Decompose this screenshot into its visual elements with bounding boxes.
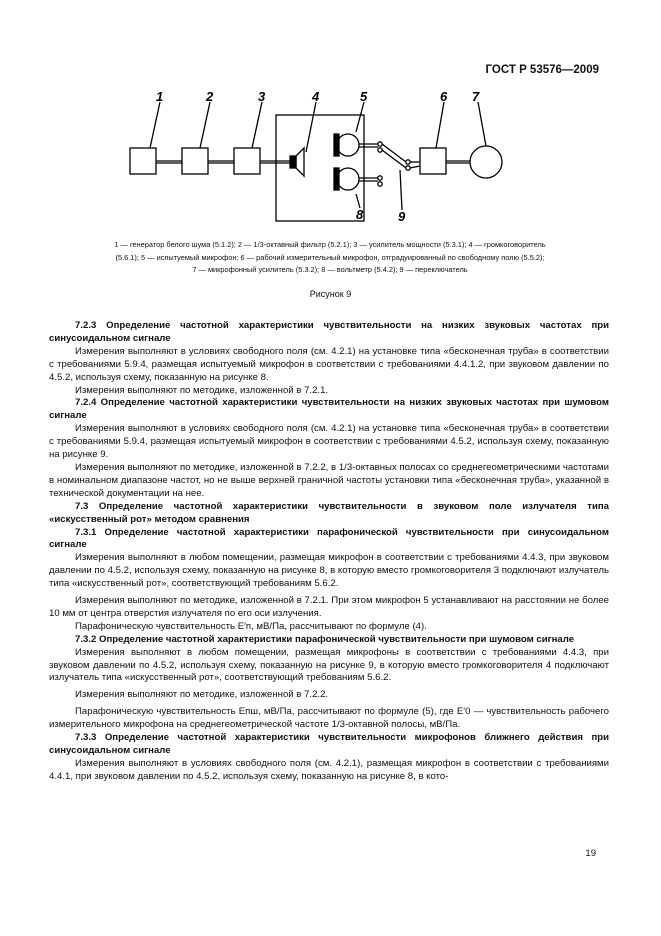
paragraph: Измерения выполняют в условиях свободного поля (см. 4.2.1) на установке типа «бесконечная труба» в соответствии с требованиями 5.9.4, размещая испытуемый микрофон в соответствии с требованиями 4.5.2, используя схему, показанную на рисунке 9. (49, 423, 609, 461)
figure-label-3: 3 (258, 89, 266, 104)
figure-label-9: 9 (398, 209, 406, 224)
microphone-6-icon (337, 168, 359, 190)
paragraph: Парафоническую чувствительность Eпш, мВ/Па, рассчитывают по формуле (5), где E′0 — чувствительность рабочего измерительного микрофона на среднегеометрической частоте 1/3-октавной полосы, мВ/Па. (49, 706, 609, 731)
figure-caption: Рисунок 9 (309, 289, 352, 299)
figure-label-2: 2 (206, 89, 214, 104)
block-mic-amplifier (420, 148, 446, 174)
loudspeaker-icon (290, 156, 296, 168)
switch-terminal (378, 182, 382, 186)
paragraph: Измерения выполняют в любом помещении, размещая микрофон в соответствии с требованиями 4.4.3, при звуковом давлении по 4.5.2, используя схему, показанную на рисунке 8, в которую вместо громкоговорителя 3 подключают излучатель типа «искусственный рот», соответствующий требованиям 5.6.2. (49, 552, 609, 590)
figure-label-6: 8 (356, 207, 364, 222)
paragraph: 7.3.1 Определение частотной характеристики парафонической чувствительности при синусоидальном сигнале (49, 526, 609, 551)
paragraph: 7.3.3 Определение частотной характеристики чувствительности микрофонов ближнего действия при синусоидальном сигнале (49, 732, 609, 756)
paragraph: 7.2.4 Определение частотной характеристики чувствительности на низких звуковых частотах при шумовом сигнале (49, 397, 609, 422)
leader-line-1 (150, 102, 160, 148)
paragraph: Измерения выполняют по методике, изложенной в 7.2.1. (75, 384, 329, 396)
page-number: 19 (585, 848, 596, 859)
block-generator (130, 148, 156, 174)
figure-label-7: 6 (440, 89, 448, 104)
figure-label-8: 7 (472, 89, 480, 104)
leader-line-8 (478, 102, 486, 146)
figure-label-4: 4 (312, 89, 320, 104)
voltmeter-icon (470, 146, 502, 178)
switch-terminal (378, 176, 382, 180)
leader-line-6 (356, 194, 360, 208)
paragraph: Измерения выполняют в условиях свободного поля (см. 4.2.1), размещая микрофон в соответствии с требованиями 4.4.1, при звуковом давлении по 4.5.2, используя схему, показанную на рисунке 8, в кото- (49, 757, 609, 782)
switch-terminal (378, 142, 382, 146)
switch-terminal (378, 148, 382, 152)
document-header: ГОСТ Р 53576—2009 (485, 64, 599, 76)
figure-9-diagram (60, 88, 600, 238)
leader-line-7 (436, 102, 444, 148)
paragraph: Измерения выполняют по методике, изложенной в 7.2.2, в 1/3-октавных полосах со среднегеометрическими частотами в номинальном диапазоне частот, но не выше верхней граничной частоты установки типа «бесконечная труба», указанной в технической документации на нее. (49, 461, 609, 499)
legend-line: 7 — микрофонный усилитель (5.3.2); 8 — вольтметр (5.4.2); 9 — переключатель (192, 265, 468, 274)
legend-line: 1 — генератор белого шума (5.1.2); 2 — 1/3-октавный фильтр (5.2.1); 3 — усилитель мощности (5.3.1); 4 — громкоговоритель (114, 240, 546, 249)
block-filter (182, 148, 208, 174)
leader-line-2 (200, 102, 210, 148)
leader-line-4 (306, 102, 316, 152)
paragraph: 7.3.2 Определение частотной характеристики парафонической чувствительности при шумовом сигнале (75, 633, 575, 645)
leader-line-3 (252, 102, 262, 148)
leader-line-9 (400, 170, 402, 210)
paragraph: Парафоническую чувствительность E′п, мВ/Па, рассчитывают по формуле (4). (75, 620, 427, 632)
paragraph: Измерения выполняют по методике, изложенной в 7.2.2. (75, 689, 329, 701)
paragraph: Измерения выполняют по методике, изложенной в 7.2.1. При этом микрофон 5 устанавливают на расстоянии не более 10 мм от центра отверстия излучателя по его оси излучения. (49, 595, 609, 619)
paragraph: Измерения выполняют в любом помещении, размещая микрофоны в соответствии с требованиями 4.4.3, при звуковом давлении по 4.5.2, используя схему, показанную на рисунке 9, в которую вместо громкоговорителя 4 подключают излучатель типа «искусственный рот», соответствующий требованиям 5.6.2. (49, 646, 609, 684)
legend-line: (5.6.1); 5 — испытуемый микрофон; 6 — рабочий измерительный микрофон, отградуированный по свободному полю (5.5.2); (115, 252, 545, 262)
block-amplifier (234, 148, 260, 174)
paragraph: 7.3 Определение частотной характеристики чувствительности в звуковом поле излучателя типа «искусственный рот» методом сравнения (49, 500, 609, 525)
leader-line-5 (356, 102, 364, 132)
figure-label-5: 5 (360, 89, 368, 104)
paragraph: Измерения выполняют в условиях свободного поля (см. 4.2.1) на установке типа «бесконечная труба» в соответствии с требованиями 5.9.4, размещая испытуемый микрофон в соответствии с требованиями 4.4.1.2, при звуковом давлении по 4.5.2, используя схему, показанную на рисунке 8. (49, 345, 609, 383)
figure-label-1: 1 (156, 89, 164, 104)
document-body (49, 320, 609, 784)
figure-legend (50, 239, 610, 277)
paragraph: 7.2.3 Определение частотной характеристики чувствительности на низких звуковых частотах при синусоидальном сигнале (49, 320, 609, 344)
microphone-5-icon (337, 134, 359, 156)
